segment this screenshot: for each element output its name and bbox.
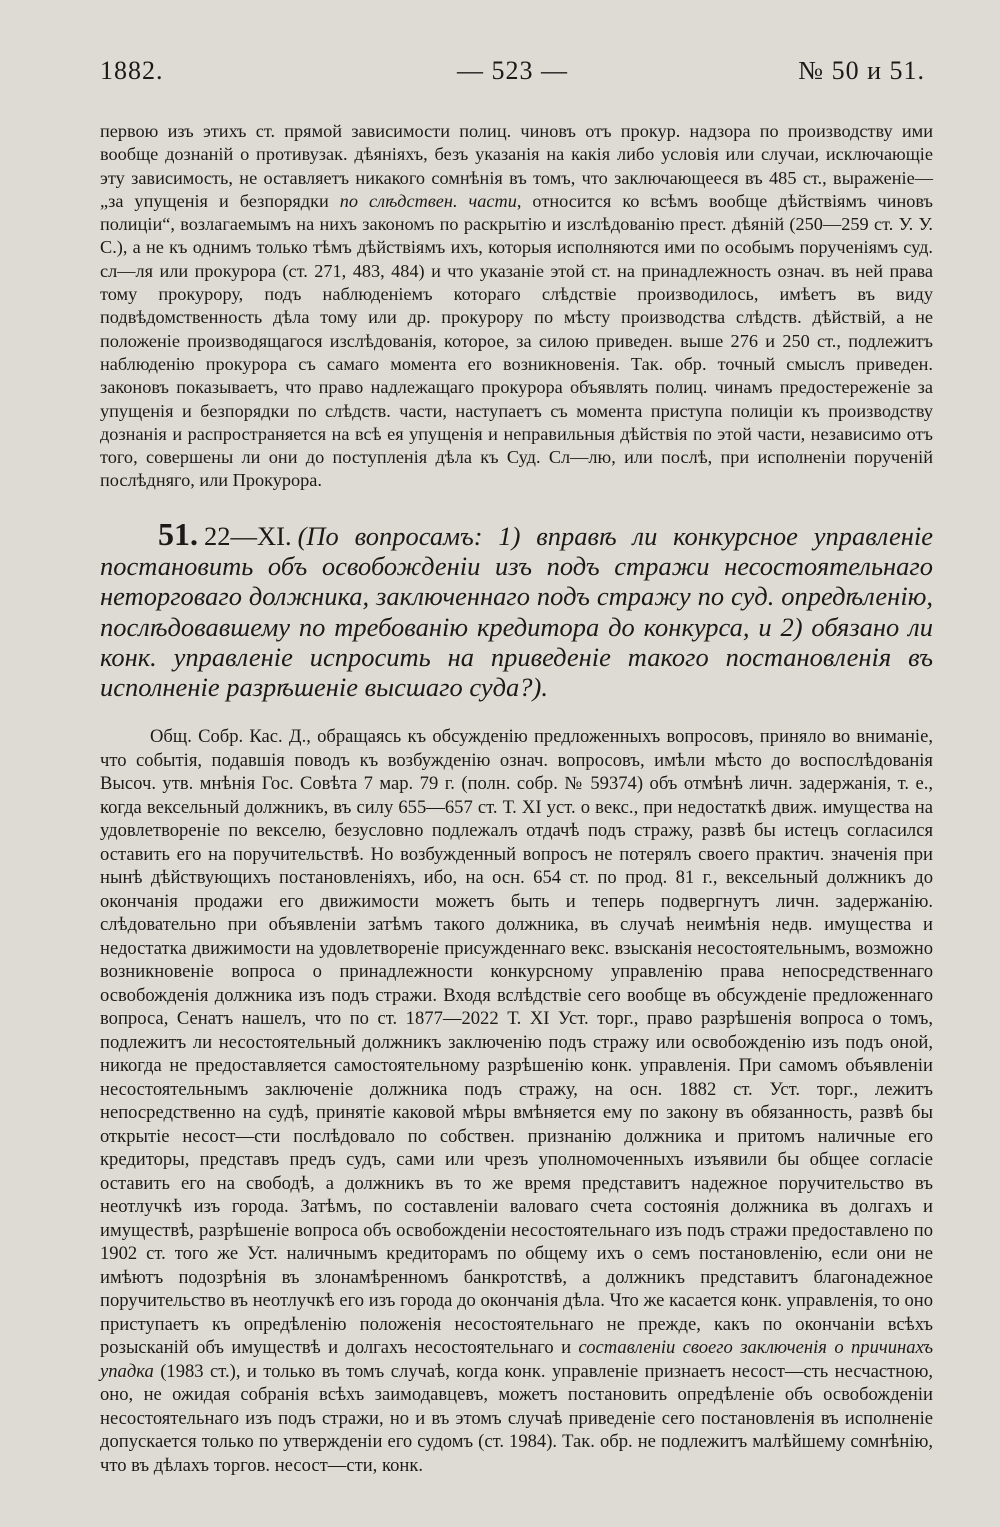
paragraph-decision [100,725,933,1477]
italic-phrase: составленіи своего заключенія о причинахъ упадка [100,1337,934,1382]
paragraph-text: (1983 ст.), и только въ томъ случаѣ, когда конк. управленіе признаетъ несост—сть несчастною, оно, не ожидая собранія всѣхъ заимодавцевъ, можетъ постановить опредѣленіе объ освобожденіи несостоятельнаго изъ подъ стражи, но и въ этомъ случаѣ приведеніе сего постановленія въ исполненіе допускается только по утвержденіи его судомъ (ст. 1984). Так. обр. не подлежитъ малѣйшему сомнѣнію, что въ дѣлахъ торгов. несост—сти, конк. [100,1360,933,1476]
header-issue-number: № 50 и 51. [798,56,925,85]
section-heading [100,516,933,703]
paragraph-text: первою изъ этихъ ст. прямой зависимости полиц. чиновъ отъ прокур. надзора по производству ими вообще дознаній о противузак. дѣяніяхъ, безъ указанія на какія либо условія или случаи, исключающіе эту зависимость, не оставляетъ никакого сомнѣнія въ томъ, что заключающееся въ 485 ст., выраженіе—„за упущенія и безпорядки [100,121,933,211]
section-date: 22—XI. [204,521,292,551]
page-header [100,56,925,96]
section-number: 51. [158,516,198,552]
section-question: (По вопросамъ: 1) вправѣ ли конкурсное управленіе постановить объ освобожденіи изъ подъ стражи несостоятельнаго неторговаго должника, заключеннаго подъ стражу по суд. опредѣленію, послѣдовавшему по требованію кредитора до конкурса, и 2) обязано ли конк. управленіе испросить на приведеніе такого постановленія въ исполненіе разрѣшеніе высшаго суда?). [100,521,933,703]
paragraph-continued [100,120,933,493]
paragraph-text: Общ. Собр. Кас. Д., обращаясь къ обсужденію предложенныхъ вопросовъ, приняло во вниманіе, что событія, подавшія поводъ къ возбужденію означ. вопросовъ, имѣли мѣсто до воспослѣдованія Высоч. утв. мнѣнія Гос. Совѣта 7 мар. 79 г. (полн. собр. № 59374) объ отмѣнѣ личн. задержанія, т. е., когда вексельный должникъ, въ силу 655—657 ст. Т. XI уст. о векс., при недостаткѣ движ. имущества на удовлетвореніе по векселю, безусловно подлежалъ отдачѣ подъ стражу, развѣ бы истецъ согласился оставить его на поручительствѣ. Но возбужденный вопросъ не потерялъ своего практич. значенія при нынѣ дѣйствующихъ постановленіяхъ, ибо, на осн. 654 ст. по прод. 81 г., вексельный должникъ до окончанія продажи его движимости можетъ быть и теперь подвергнутъ личн. задержанію. слѣдовательно при объявленіи затѣмъ такого должника, въ случаѣ неимѣнія недв. имущества и недостатка движимости на удовлетвореніе присужденнаго векс. взысканія несостоятельнымъ, возможно возникновеніе вопроса о принадлежности конкурсному управленію права непосредственнаго освобожденія должника изъ подъ стражи. Входя вслѣдствіе сего вообще въ обсужденіе предложеннаго вопроса, Сенатъ нашелъ, что по ст. 1877—2022 Т. XI Уст. торг., право разрѣшенія вопроса о томъ, подлежитъ ли несостоятельный должникъ заключенію подъ стражу или освобожденію изъ подъ оной, никогда не предоставляется самостоятельному разрѣшенію конк. управленія. При самомъ объявленіи несостоятельнымъ заключеніе должника подъ стражу, на осн. 1882 ст. Уст. торг., лежитъ непосредственно на судѣ, принятіе каковой мѣры вмѣняется ему по закону въ обязанность, развѣ бы открытіе несост—сти послѣдовало по собствен. признанію должника и притомъ наличные его кредиторы, представъ предъ судъ, сами или чрезъ уполномоченныхъ изъявили бы общее согласіе оставить его на свободѣ, а должникъ въ то же время представитъ надежное поручительство въ неотлучкѣ изъ города. Затѣмъ, по составленіи валоваго счета состоянія должника въ долгахъ и имуществѣ, разрѣшеніе вопроса объ освобожденіи несостоятельнаго изъ подъ стражи предоставлено по 1902 ст. того же Уст. наличнымъ кредиторамъ по общему ихъ о семъ постановленію, если они не имѣютъ подозрѣнія въ злонамѣренномъ банкротствѣ, а должникъ представитъ благонадежное поручительство въ неотлучкѣ его изъ города до окончанія дѣла. Что же касается конк. управленія, то оно приступаетъ къ опредѣленію положенія несостоятельнаго не прежде, какъ по окончаніи всѣхъ розысканій объ имуществѣ и долгахъ несостоятельнаго и [100,726,933,1358]
paragraph-text: , относится ко всѣмъ вообще дѣйствіямъ чиновъ полиціи“, возлагаемымъ на нихъ закономъ по раскрытію и изслѣдованію прест. дѣяній (250—259 ст. У. У. С.), а не къ однимъ только тѣмъ дѣйствіямъ ихъ, которыя исполняются ими по особымъ порученіямъ суд. сл—ля или прокурора (ст. 271, 483, 484) и что указаніе этой ст. на принадлежность означ. въ ней права тому прокурору, подъ наблюденіемъ котораго слѣдствіе производилось, имѣетъ въ виду подвѣдомственность дѣла тому или др. прокурору по мѣсту производства слѣдств. дѣйствій, а не положеніе производящагося изслѣдованія, которое, за силою приведен. выше 276 и 250 ст., подлежитъ наблюденію прокурора съ самаго момента его возникновенія. Так. обр. точный смыслъ приведен. законовъ показываетъ, что право надлежащаго прокурора объявлять полиц. чинамъ предостереженіе за упущенія и безпорядки по слѣдств. части, наступаетъ съ момента приступа полиціи къ производству дознанія и распространяется на всѣ ея упущенія и неправильныя дѣйствія по этой части, независимо отъ того, совершены ли они до поступленія дѣла къ Суд. Сл—лю, или послѣ, при исполненіи порученій послѣдняго, или Прокурора. [100,190,933,491]
header-year: 1882. [100,56,164,85]
header-page-number: — 523 — [457,56,568,85]
italic-phrase: по слѣдствен. части [339,190,517,211]
